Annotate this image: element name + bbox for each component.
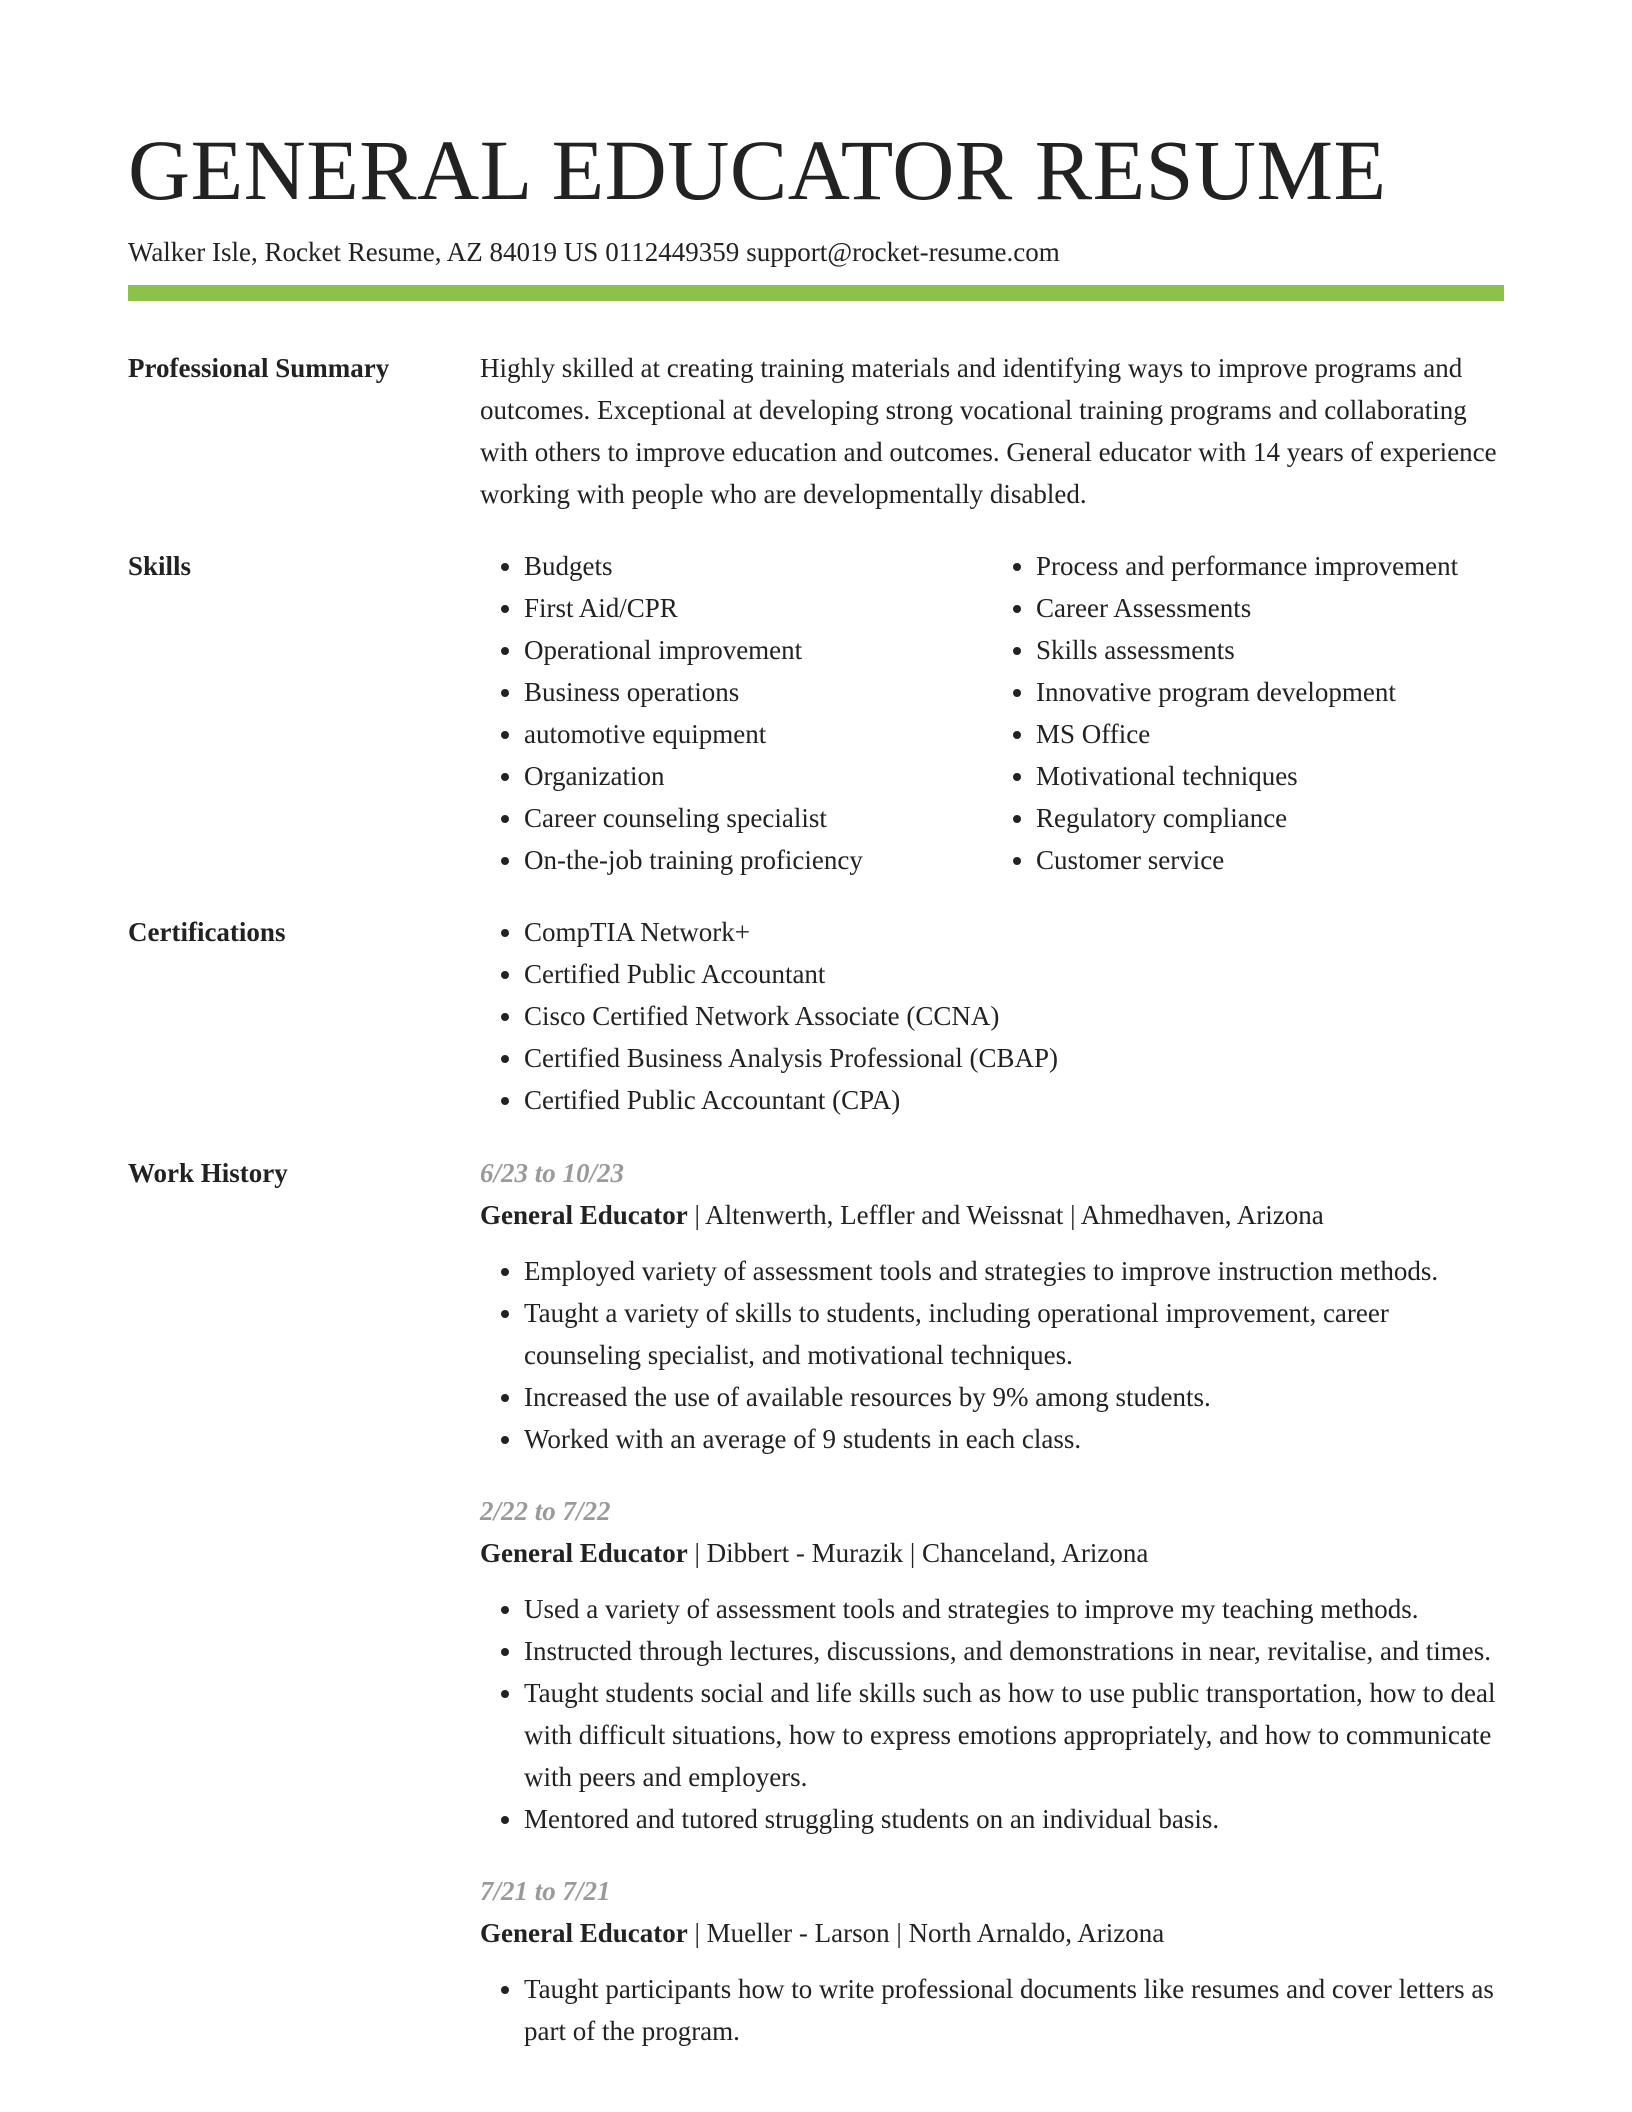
skill-item: • Innovative program development bbox=[1036, 671, 1504, 713]
skills-list-right bbox=[992, 545, 1504, 881]
job-entry bbox=[480, 1870, 1504, 2052]
skill-item: • Career counseling specialist bbox=[524, 797, 992, 839]
skill-item: • Budgets bbox=[524, 545, 992, 587]
certification-item: • CompTIA Network+ bbox=[524, 911, 1504, 953]
job-entry bbox=[480, 1490, 1504, 1840]
certifications-list bbox=[480, 911, 1504, 1121]
summary-heading: Professional Summary bbox=[128, 353, 390, 383]
summary-body bbox=[480, 347, 1504, 515]
skill-item: • Process and performance improvement bbox=[1036, 545, 1504, 587]
job-bullet: • Employed variety of assessment tools and strategies to improve instruction methods. bbox=[524, 1250, 1504, 1292]
job-heading bbox=[480, 1532, 1504, 1574]
certification-item: • Cisco Certified Network Associate (CCNA) bbox=[524, 995, 1504, 1037]
job-bullet: • Instructed through lectures, discussions, and demonstrations in near, revitalise, and times. bbox=[524, 1630, 1504, 1672]
job-bullet: • Increased the use of available resources by 9% among students. bbox=[524, 1376, 1504, 1418]
contact-phone: 0112449359 bbox=[605, 237, 740, 267]
job-dates: 2/22 to 7/22 bbox=[480, 1496, 611, 1526]
resume-title: GENERAL EDUCATOR RESUME bbox=[128, 122, 1387, 218]
job-details: | Dibbert - Murazik | Chanceland, Arizona bbox=[687, 1538, 1149, 1568]
contact-email: support@rocket-resume.com bbox=[746, 237, 1060, 267]
job-title: General Educator bbox=[480, 1918, 688, 1948]
certification-item: • Certified Public Accountant bbox=[524, 953, 1504, 995]
skills-heading: Skills bbox=[128, 551, 192, 581]
job-dates: 7/21 to 7/21 bbox=[480, 1876, 611, 1906]
job-bullet: • Worked with an average of 9 students in each class. bbox=[524, 1418, 1504, 1460]
job-heading bbox=[480, 1194, 1504, 1236]
job-bullets bbox=[480, 1968, 1504, 2052]
job-bullets bbox=[480, 1250, 1504, 1460]
job-entry bbox=[480, 1152, 1504, 1460]
skill-item: • Customer service bbox=[1036, 839, 1504, 881]
accent-divider bbox=[128, 285, 1504, 301]
skill-item: • Skills assessments bbox=[1036, 629, 1504, 671]
summary-text: Highly skilled at creating training materials and identifying ways to improve programs and outcomes. Exceptional at developing strong vocational training programs and collaborating with others to improve education and outcomes. General educator with 14 years of experience working with people who are developmentally disabled. bbox=[480, 353, 1497, 509]
skill-item: • Business operations bbox=[524, 671, 992, 713]
job-bullet: • Used a variety of assessment tools and strategies to improve my teaching methods. bbox=[524, 1588, 1504, 1630]
work-history-heading: Work History bbox=[128, 1158, 288, 1188]
job-details: | Altenwerth, Leffler and Weissnat | Ahmedhaven, Arizona bbox=[687, 1200, 1324, 1230]
job-bullet: • Taught participants how to write professional documents like resumes and cover letters as part of the program. bbox=[524, 1968, 1504, 2052]
contact-address: Walker Isle, Rocket Resume, AZ 84019 US bbox=[128, 237, 599, 267]
job-bullet: • Taught a variety of skills to students, including operational improvement, career counseling specialist, and motivational techniques. bbox=[524, 1292, 1504, 1376]
job-details: | Mueller - Larson | North Arnaldo, Arizona bbox=[687, 1918, 1165, 1948]
job-dates: 6/23 to 10/23 bbox=[480, 1158, 625, 1188]
contact-line bbox=[128, 234, 1504, 270]
skill-item: • automotive equipment bbox=[524, 713, 992, 755]
job-bullet: • Taught students social and life skills such as how to use public transportation, how to deal with difficult situations, how to express emotions appropriately, and how to communicate with peers and employers. bbox=[524, 1672, 1504, 1798]
skills-list-left bbox=[480, 545, 992, 881]
job-bullets bbox=[480, 1588, 1504, 1840]
skill-item: • Career Assessments bbox=[1036, 587, 1504, 629]
skill-item: • Operational improvement bbox=[524, 629, 992, 671]
certification-item: • Certified Business Analysis Professional (CBAP) bbox=[524, 1037, 1504, 1079]
job-title: General Educator bbox=[480, 1538, 688, 1568]
work-history-body bbox=[480, 1152, 1504, 2082]
certification-item: • Certified Public Accountant (CPA) bbox=[524, 1079, 1504, 1121]
certifications-heading: Certifications bbox=[128, 917, 286, 947]
skill-item: • MS Office bbox=[1036, 713, 1504, 755]
skill-item: • Organization bbox=[524, 755, 992, 797]
skill-item: • First Aid/CPR bbox=[524, 587, 992, 629]
certifications-body bbox=[480, 911, 1504, 1121]
skill-item: • Motivational techniques bbox=[1036, 755, 1504, 797]
job-heading bbox=[480, 1912, 1504, 1954]
resume-header bbox=[128, 118, 1504, 270]
job-bullet: • Mentored and tutored struggling students on an individual basis. bbox=[524, 1798, 1504, 1840]
skill-item: • Regulatory compliance bbox=[1036, 797, 1504, 839]
skill-item: • On-the-job training proficiency bbox=[524, 839, 992, 881]
job-title: General Educator bbox=[480, 1200, 688, 1230]
skills-body bbox=[480, 545, 1504, 881]
